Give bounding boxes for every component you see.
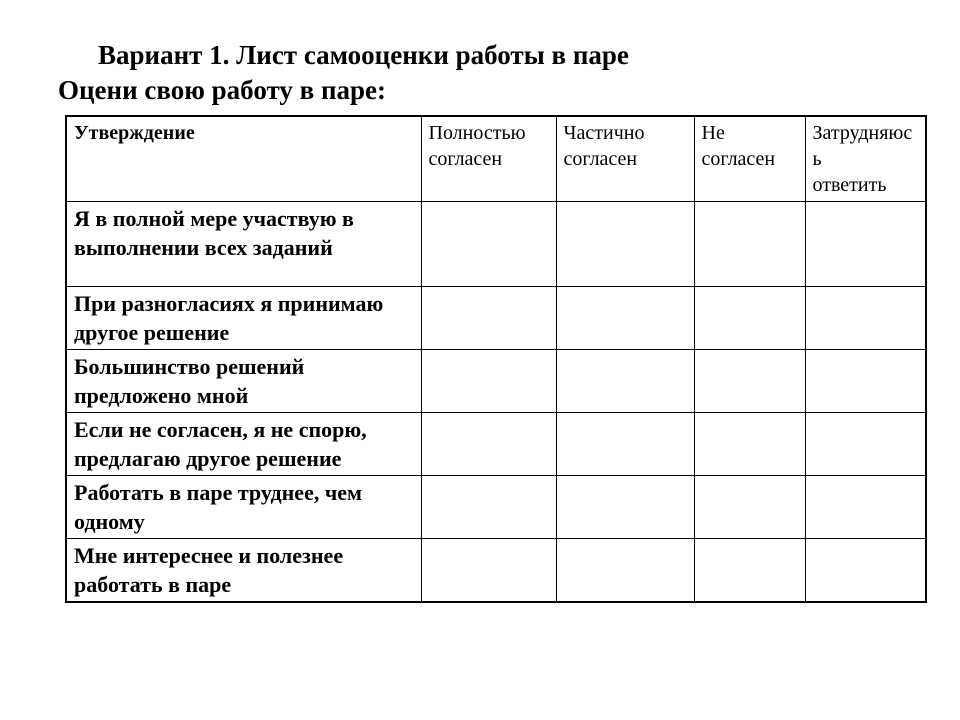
answer-cell: [805, 413, 926, 476]
page-subtitle: Оцени свою работу в паре:: [58, 75, 387, 105]
column-header-label: согласен: [428, 148, 503, 170]
answer-cell: [694, 413, 805, 476]
table-row: [66, 287, 926, 350]
answer-cell: [421, 350, 556, 413]
answer-cell: [556, 539, 694, 603]
statement-cell: Если не согласен, я не спорю, предлагаю другое решение: [66, 413, 421, 476]
answer-cell: [556, 202, 694, 287]
table-row: [66, 202, 926, 287]
answer-cell: [805, 476, 926, 539]
answer-cell: [694, 202, 805, 287]
answer-cell: [556, 413, 694, 476]
column-header-label: Затрудняюс: [812, 122, 913, 144]
column-header-label: Полностью: [428, 122, 526, 144]
table-row: [66, 413, 926, 476]
column-header-label: Частично: [563, 122, 645, 144]
table-row: [66, 350, 926, 413]
statement-cell: Я в полной мере участвую в выполнении всех заданий: [66, 202, 421, 287]
statement-cell: Большинство решений предложено мной: [66, 350, 421, 413]
column-header-fully-agree: [421, 116, 556, 202]
answer-cell: [694, 350, 805, 413]
column-header-label: согласен: [563, 148, 638, 170]
column-header-partly-agree: [556, 116, 694, 202]
answer-cell: [694, 476, 805, 539]
answer-cell: [694, 539, 805, 603]
column-header-label: ь: [812, 148, 822, 170]
column-header-statement: Утверждение: [66, 116, 421, 202]
statement-cell: Мне интереснее и полезнее работать в паре: [66, 539, 421, 603]
answer-cell: [421, 287, 556, 350]
answer-cell: [556, 350, 694, 413]
column-header-label: Не: [701, 122, 725, 144]
answer-cell: [694, 287, 805, 350]
answer-cell: [805, 350, 926, 413]
self-assessment-table: [65, 115, 927, 603]
answer-cell: [421, 539, 556, 603]
answer-cell: [556, 287, 694, 350]
column-header-label: согласен: [701, 148, 776, 170]
answer-cell: [421, 413, 556, 476]
answer-cell: [805, 539, 926, 603]
page-title: Вариант 1. Лист самооценки работы в паре: [98, 40, 629, 70]
column-header-hard-to-answer: [805, 116, 926, 202]
statement-cell: Работать в паре труднее, чем одному: [66, 476, 421, 539]
table-header-row: [66, 116, 926, 202]
answer-cell: [421, 476, 556, 539]
statement-cell: При разногласиях я принимаю другое решение: [66, 287, 421, 350]
answer-cell: [805, 287, 926, 350]
column-header-disagree: [694, 116, 805, 202]
table-row: [66, 539, 926, 603]
answer-cell: [805, 202, 926, 287]
column-header-label: ответить: [812, 174, 887, 196]
answer-cell: [556, 476, 694, 539]
table-row: [66, 476, 926, 539]
answer-cell: [421, 202, 556, 287]
